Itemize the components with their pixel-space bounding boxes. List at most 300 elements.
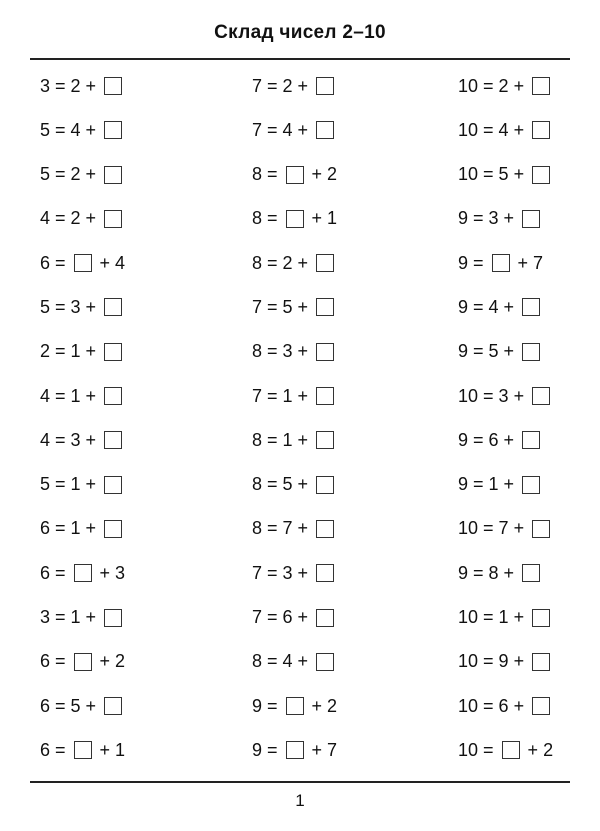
number: 7 — [327, 739, 338, 760]
number: 9 — [498, 651, 509, 672]
answer-box[interactable] — [532, 166, 550, 184]
number: 3 — [40, 607, 51, 628]
exercise-row — [0, 153, 600, 197]
answer-box[interactable] — [104, 387, 122, 405]
equation — [458, 694, 553, 718]
equals-sign: = — [473, 429, 484, 450]
equation — [252, 118, 337, 142]
answer-box[interactable] — [74, 653, 92, 671]
number: 1 — [70, 474, 81, 495]
equals-sign: = — [55, 695, 66, 716]
equals-sign: = — [267, 252, 278, 273]
equation — [40, 295, 125, 319]
number: 1 — [282, 429, 293, 450]
equation — [458, 207, 543, 231]
number: 1 — [327, 208, 338, 229]
number: 8 — [252, 474, 263, 495]
number: 8 — [252, 164, 263, 185]
number: 2 — [40, 341, 51, 362]
exercise-row — [0, 418, 600, 462]
plus-sign: + — [85, 607, 97, 628]
exercise-row — [0, 374, 600, 418]
equals-sign: = — [55, 119, 66, 140]
exercise-row — [0, 684, 600, 728]
equation — [458, 384, 553, 408]
equation — [252, 163, 337, 187]
plus-sign: + — [513, 75, 525, 96]
number: 7 — [252, 562, 263, 583]
plus-sign: + — [503, 429, 515, 450]
equals-sign: = — [55, 429, 66, 450]
answer-box[interactable] — [104, 166, 122, 184]
answer-box[interactable] — [316, 476, 334, 494]
equals-sign: = — [55, 208, 66, 229]
equation — [458, 561, 543, 585]
number: 9 — [458, 474, 469, 495]
equation — [40, 473, 125, 497]
plus-sign: + — [513, 119, 525, 140]
number: 4 — [282, 119, 293, 140]
equation — [252, 207, 337, 231]
equals-sign: = — [55, 474, 66, 495]
equals-sign: = — [483, 695, 494, 716]
plus-sign: + — [85, 474, 97, 495]
number: 10 — [458, 607, 479, 628]
answer-box[interactable] — [104, 697, 122, 715]
number: 10 — [458, 75, 479, 96]
number: 6 — [282, 607, 293, 628]
number: 4 — [498, 119, 509, 140]
exercise-row — [0, 728, 600, 772]
number: 1 — [282, 385, 293, 406]
plus-sign: + — [297, 429, 309, 450]
equation — [40, 207, 125, 231]
answer-box[interactable] — [104, 343, 122, 361]
equation — [40, 428, 125, 452]
plus-sign: + — [503, 474, 515, 495]
number: 1 — [70, 607, 81, 628]
number: 2 — [282, 75, 293, 96]
number: 4 — [115, 252, 126, 273]
number: 6 — [40, 562, 51, 583]
equals-sign: = — [267, 164, 278, 185]
equation — [40, 517, 125, 541]
equation — [40, 74, 125, 98]
number: 10 — [458, 385, 479, 406]
equation — [252, 606, 337, 630]
equation — [458, 251, 543, 275]
answer-box[interactable] — [532, 609, 550, 627]
exercise-row — [0, 108, 600, 152]
answer-box[interactable] — [104, 431, 122, 449]
number: 4 — [40, 208, 51, 229]
equation — [252, 517, 337, 541]
number: 2 — [70, 208, 81, 229]
exercise-row — [0, 285, 600, 329]
number: 5 — [70, 695, 81, 716]
equation — [40, 606, 125, 630]
equals-sign: = — [483, 607, 494, 628]
plus-sign: + — [99, 252, 111, 273]
answer-box[interactable] — [104, 520, 122, 538]
equals-sign: = — [483, 119, 494, 140]
equals-sign: = — [473, 562, 484, 583]
equation — [252, 295, 337, 319]
answer-box[interactable] — [316, 77, 334, 95]
answer-box[interactable] — [286, 741, 304, 759]
equals-sign: = — [473, 252, 484, 273]
number: 5 — [488, 341, 499, 362]
number: 5 — [40, 119, 51, 140]
number: 7 — [252, 296, 263, 317]
plus-sign: + — [311, 164, 323, 185]
equation — [252, 340, 337, 364]
answer-box[interactable] — [502, 741, 520, 759]
plus-sign: + — [503, 562, 515, 583]
bottom-divider — [30, 781, 570, 783]
plus-sign: + — [297, 474, 309, 495]
answer-box[interactable] — [286, 210, 304, 228]
equation — [40, 163, 125, 187]
equals-sign: = — [473, 474, 484, 495]
equation — [252, 738, 337, 762]
number: 2 — [115, 651, 126, 672]
number: 1 — [70, 341, 81, 362]
answer-box[interactable] — [286, 166, 304, 184]
number: 7 — [533, 252, 544, 273]
number: 8 — [252, 651, 263, 672]
number: 5 — [282, 296, 293, 317]
number: 9 — [458, 252, 469, 273]
answer-box[interactable] — [522, 564, 540, 582]
exercise-row — [0, 463, 600, 507]
plus-sign: + — [503, 341, 515, 362]
equals-sign: = — [267, 695, 278, 716]
equation — [252, 694, 337, 718]
exercise-grid — [0, 64, 600, 773]
number: 3 — [282, 562, 293, 583]
number: 6 — [40, 695, 51, 716]
plus-sign: + — [85, 429, 97, 450]
equation — [458, 473, 543, 497]
equals-sign: = — [55, 385, 66, 406]
equals-sign: = — [267, 296, 278, 317]
plus-sign: + — [527, 739, 539, 760]
equals-sign: = — [55, 651, 66, 672]
equation — [458, 295, 543, 319]
equals-sign: = — [267, 119, 278, 140]
plus-sign: + — [517, 252, 529, 273]
exercise-row — [0, 241, 600, 285]
number: 7 — [252, 385, 263, 406]
number: 5 — [282, 474, 293, 495]
number: 3 — [498, 385, 509, 406]
equals-sign: = — [55, 164, 66, 185]
plus-sign: + — [513, 695, 525, 716]
number: 9 — [252, 739, 263, 760]
number: 10 — [458, 164, 479, 185]
number: 8 — [252, 341, 263, 362]
answer-box[interactable] — [104, 609, 122, 627]
plus-sign: + — [85, 119, 97, 140]
plus-sign: + — [85, 385, 97, 406]
equation — [252, 251, 337, 275]
number: 4 — [40, 429, 51, 450]
number: 7 — [498, 518, 509, 539]
equals-sign: = — [483, 739, 494, 760]
number: 4 — [282, 651, 293, 672]
page-number: 1 — [295, 791, 305, 810]
number: 6 — [40, 651, 51, 672]
equals-sign: = — [483, 164, 494, 185]
plus-sign: + — [297, 119, 309, 140]
plus-sign: + — [513, 164, 525, 185]
plus-sign: + — [311, 739, 323, 760]
equals-sign: = — [267, 208, 278, 229]
answer-box[interactable] — [74, 741, 92, 759]
number: 8 — [252, 252, 263, 273]
equals-sign: = — [55, 252, 66, 273]
equals-sign: = — [55, 562, 66, 583]
answer-box[interactable] — [316, 387, 334, 405]
equation — [458, 650, 553, 674]
answer-box[interactable] — [316, 121, 334, 139]
plus-sign: + — [85, 164, 97, 185]
exercise-row — [0, 640, 600, 684]
answer-box[interactable] — [532, 653, 550, 671]
plus-sign: + — [297, 252, 309, 273]
number: 3 — [115, 562, 126, 583]
equation — [40, 384, 125, 408]
equation — [458, 340, 543, 364]
equation — [458, 74, 553, 98]
answer-box[interactable] — [316, 564, 334, 582]
equation — [252, 428, 337, 452]
equation — [252, 561, 337, 585]
number: 1 — [498, 607, 509, 628]
number: 2 — [327, 695, 338, 716]
number: 3 — [70, 296, 81, 317]
equation — [40, 340, 125, 364]
equals-sign: = — [55, 607, 66, 628]
equals-sign: = — [473, 341, 484, 362]
number: 9 — [252, 695, 263, 716]
number: 7 — [252, 119, 263, 140]
equals-sign: = — [483, 75, 494, 96]
number: 1 — [115, 739, 126, 760]
equals-sign: = — [55, 739, 66, 760]
equation — [40, 561, 125, 585]
plus-sign: + — [99, 562, 111, 583]
equals-sign: = — [483, 385, 494, 406]
number: 5 — [40, 296, 51, 317]
exercise-row — [0, 197, 600, 241]
number: 6 — [488, 429, 499, 450]
exercise-row — [0, 551, 600, 595]
equals-sign: = — [267, 562, 278, 583]
number: 2 — [282, 252, 293, 273]
plus-sign: + — [503, 208, 515, 229]
number: 6 — [498, 695, 509, 716]
number: 9 — [458, 208, 469, 229]
equals-sign: = — [483, 651, 494, 672]
exercise-row — [0, 507, 600, 551]
answer-box[interactable] — [104, 476, 122, 494]
plus-sign: + — [85, 208, 97, 229]
plus-sign: + — [311, 208, 323, 229]
equals-sign: = — [267, 341, 278, 362]
plus-sign: + — [513, 385, 525, 406]
top-divider — [30, 58, 570, 60]
answer-box[interactable] — [522, 476, 540, 494]
number: 3 — [488, 208, 499, 229]
plus-sign: + — [503, 296, 515, 317]
number: 3 — [282, 341, 293, 362]
equals-sign: = — [55, 341, 66, 362]
equation — [40, 650, 125, 674]
number: 9 — [458, 562, 469, 583]
equation — [40, 738, 125, 762]
answer-box[interactable] — [532, 77, 550, 95]
number: 5 — [40, 164, 51, 185]
number: 2 — [498, 75, 509, 96]
answer-box[interactable] — [532, 121, 550, 139]
number: 6 — [40, 252, 51, 273]
equation — [252, 473, 337, 497]
equation — [458, 163, 553, 187]
plus-sign: + — [85, 518, 97, 539]
equals-sign: = — [267, 518, 278, 539]
number: 10 — [458, 518, 479, 539]
answer-box[interactable] — [316, 609, 334, 627]
plus-sign: + — [85, 341, 97, 362]
equals-sign: = — [55, 518, 66, 539]
answer-box[interactable] — [104, 121, 122, 139]
equals-sign: = — [267, 429, 278, 450]
number: 1 — [488, 474, 499, 495]
equation — [40, 251, 125, 275]
number: 5 — [498, 164, 509, 185]
answer-box[interactable] — [104, 298, 122, 316]
equation — [458, 606, 553, 630]
answer-box[interactable] — [522, 298, 540, 316]
plus-sign: + — [513, 518, 525, 539]
answer-box[interactable] — [522, 343, 540, 361]
plus-sign: + — [513, 607, 525, 628]
equation — [40, 694, 125, 718]
number: 9 — [458, 429, 469, 450]
answer-box[interactable] — [104, 210, 122, 228]
number: 10 — [458, 651, 479, 672]
plus-sign: + — [297, 385, 309, 406]
number: 10 — [458, 695, 479, 716]
plus-sign: + — [297, 296, 309, 317]
equals-sign: = — [267, 75, 278, 96]
equation — [458, 517, 553, 541]
plus-sign: + — [99, 739, 111, 760]
answer-box[interactable] — [492, 254, 510, 272]
number: 2 — [70, 164, 81, 185]
exercise-row — [0, 330, 600, 374]
plus-sign: + — [85, 695, 97, 716]
answer-box[interactable] — [316, 653, 334, 671]
number: 6 — [40, 518, 51, 539]
plus-sign: + — [297, 651, 309, 672]
number: 8 — [252, 518, 263, 539]
equals-sign: = — [267, 739, 278, 760]
plus-sign: + — [297, 518, 309, 539]
answer-box[interactable] — [316, 520, 334, 538]
answer-box[interactable] — [316, 431, 334, 449]
answer-box[interactable] — [532, 520, 550, 538]
plus-sign: + — [513, 651, 525, 672]
exercise-row — [0, 596, 600, 640]
answer-box[interactable] — [316, 298, 334, 316]
answer-box[interactable] — [316, 254, 334, 272]
equation — [252, 384, 337, 408]
number: 8 — [252, 429, 263, 450]
number: 10 — [458, 739, 479, 760]
equation — [252, 650, 337, 674]
equals-sign: = — [473, 208, 484, 229]
answer-box[interactable] — [74, 254, 92, 272]
answer-box[interactable] — [522, 431, 540, 449]
number: 1 — [70, 518, 81, 539]
equals-sign: = — [267, 474, 278, 495]
equation — [40, 118, 125, 142]
number: 4 — [40, 385, 51, 406]
number: 2 — [543, 739, 554, 760]
plus-sign: + — [297, 75, 309, 96]
equation — [252, 74, 337, 98]
number: 7 — [252, 75, 263, 96]
number: 7 — [252, 607, 263, 628]
plus-sign: + — [99, 651, 111, 672]
answer-box[interactable] — [522, 210, 540, 228]
exercise-row — [0, 64, 600, 108]
number: 3 — [70, 429, 81, 450]
equation — [458, 738, 553, 762]
plus-sign: + — [297, 607, 309, 628]
equation — [458, 118, 553, 142]
number: 4 — [488, 296, 499, 317]
equals-sign: = — [267, 651, 278, 672]
answer-box[interactable] — [532, 697, 550, 715]
equals-sign: = — [267, 385, 278, 406]
equals-sign: = — [473, 296, 484, 317]
answer-box[interactable] — [532, 387, 550, 405]
answer-box[interactable] — [286, 697, 304, 715]
answer-box[interactable] — [316, 343, 334, 361]
plus-sign: + — [85, 296, 97, 317]
answer-box[interactable] — [74, 564, 92, 582]
number: 5 — [40, 474, 51, 495]
number: 4 — [70, 119, 81, 140]
equals-sign: = — [267, 607, 278, 628]
worksheet-title: Склад чисел 2–10 — [214, 22, 386, 43]
number: 7 — [282, 518, 293, 539]
answer-box[interactable] — [104, 77, 122, 95]
equals-sign: = — [55, 296, 66, 317]
number: 10 — [458, 119, 479, 140]
equals-sign: = — [483, 518, 494, 539]
number: 6 — [40, 739, 51, 760]
number: 8 — [252, 208, 263, 229]
plus-sign: + — [311, 695, 323, 716]
equals-sign: = — [55, 75, 66, 96]
number: 1 — [70, 385, 81, 406]
plus-sign: + — [297, 341, 309, 362]
